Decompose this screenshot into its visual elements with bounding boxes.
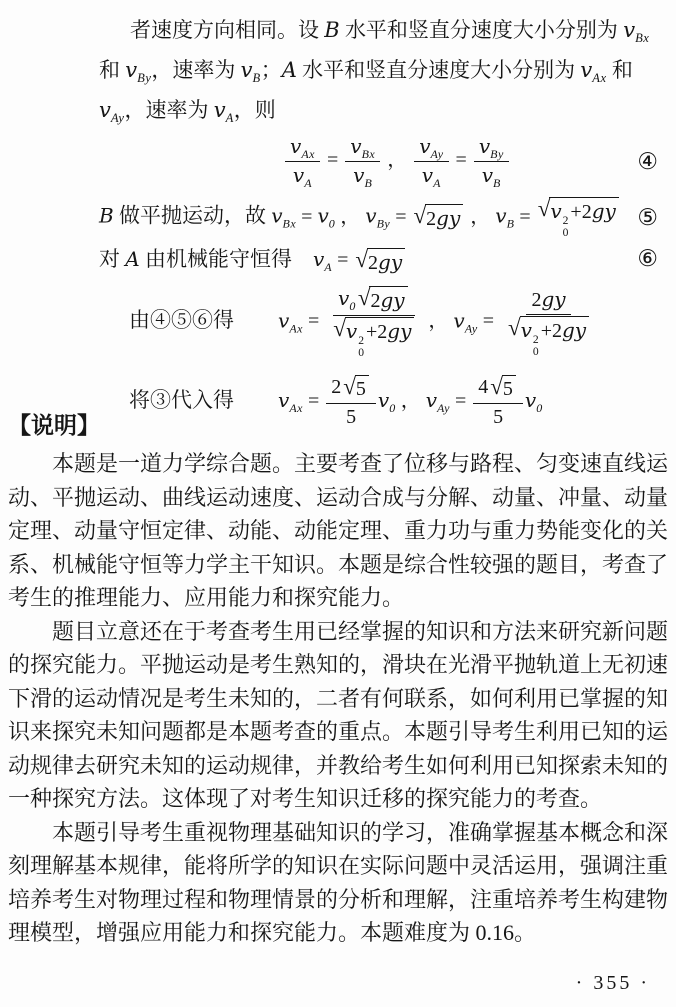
equals-sign: =: [519, 205, 531, 228]
text-run: 和: [606, 58, 633, 82]
equals-sign: =: [301, 205, 313, 228]
math-var-v: v: [99, 98, 111, 122]
explanation-paragraph-3: 本题引导考生重视物理基础知识的学习，准确掌握基本概念和深刻理解基本规律，能将所学的知识在实际问题中灵活运用，强调注重培养考生对物理过程和物理情景的分析和理解，注重培养考生构建物理模型，增强应用能力和探究能力。本题难度为 0.16。: [8, 819, 669, 945]
square-root: [358, 286, 408, 314]
math-num: 2: [551, 319, 562, 342]
subscript-Ay: Ay: [430, 147, 444, 161]
numerator: [333, 286, 415, 316]
square-root: [355, 248, 405, 276]
math-var-v: v: [478, 134, 491, 158]
fraction: [414, 134, 448, 189]
subscript-By: By: [490, 147, 504, 161]
math-var-B: B: [99, 203, 114, 228]
fraction: [345, 134, 380, 189]
math-var-v: v: [312, 247, 325, 272]
comma: ，: [470, 205, 491, 228]
comma: ，: [340, 205, 361, 228]
sqrt-sign: √: [343, 374, 356, 400]
math-var-A: A: [125, 247, 140, 272]
superscript-2: 2: [532, 332, 539, 346]
denominator: [501, 315, 596, 358]
math-var-v: v: [524, 388, 537, 413]
math-var-v: v: [520, 317, 532, 342]
subscript-A: A: [304, 176, 313, 190]
numerator: [473, 375, 523, 404]
sqrt-sign: √: [490, 374, 503, 400]
text-run: 做平抛运动，故: [113, 203, 272, 228]
radicand: [369, 286, 407, 314]
math-var-v: v: [453, 307, 465, 332]
sqrt-sign: √: [507, 314, 521, 340]
subscript-0: 0: [389, 401, 396, 416]
subscript-Ax: Ax: [289, 320, 303, 335]
math-var-A: A: [281, 58, 297, 82]
equation-from-456: [0, 284, 676, 362]
math-num: 2: [531, 288, 542, 311]
subscript-A: A: [324, 260, 333, 275]
plus-sign: +: [540, 319, 552, 342]
square-root: [343, 375, 369, 402]
sqrt-sign: √: [357, 284, 371, 310]
math-var-gy: gy: [591, 199, 616, 223]
math-var-v: v: [292, 163, 305, 187]
subscript-B: B: [493, 176, 501, 190]
math-num: 4: [478, 376, 489, 399]
text-run: ，速率为: [151, 58, 241, 82]
radicand: 5: [355, 375, 369, 402]
radicand: [367, 248, 405, 276]
subscript-Bx: Bx: [361, 147, 376, 161]
math-var-v: v: [350, 134, 362, 158]
denominator: [477, 162, 506, 189]
equation-6: [0, 243, 676, 275]
math-num: 2: [370, 289, 381, 312]
math-var-v: v: [623, 18, 636, 42]
equals-sign: =: [307, 390, 320, 413]
numerator: [526, 287, 570, 315]
equals-sign: =: [455, 390, 467, 413]
math-num: 2: [331, 376, 342, 399]
text-run: ，则: [233, 98, 276, 122]
subscript-0: 0: [562, 225, 569, 239]
equals-sign: =: [482, 309, 494, 332]
equals-sign: =: [307, 309, 320, 332]
math-var-gy: gy: [541, 286, 566, 311]
solution-section: [0, 10, 676, 432]
math-var-v: v: [481, 163, 494, 187]
math-num: 2: [426, 208, 437, 231]
text-run: ；: [260, 58, 282, 82]
math-var-v: v: [419, 134, 431, 158]
explanation-paragraph-1: 本题是一道力学综合题。主要考查了位移与路程、匀变速直线运动、平抛运动、曲线运动速度、运动合成与分解、动量、冲量、动量定理、动量守恒定律、动能、动能定理、重力功与重力势能变化的关系、机械能守恒等力学主干知识。本题是综合性较强的题目，考查了考生的推理能力、应用能力和探究能力。: [8, 451, 669, 610]
math-var-gy: gy: [380, 287, 405, 312]
subscript-B: B: [364, 176, 373, 190]
math-var-v: v: [495, 203, 507, 228]
fraction: [474, 134, 509, 189]
numerator: [414, 134, 448, 162]
text-run: 和: [99, 58, 126, 82]
math-var-v: v: [338, 285, 350, 310]
equation-tag-5: ⑤: [637, 205, 658, 231]
equals-sign: =: [337, 249, 349, 272]
plus-sign: +: [570, 201, 582, 223]
subscript-Ax: Ax: [301, 147, 315, 161]
math-num: 2: [368, 251, 379, 274]
text-run: 水平和竖直分速度大小分别为: [296, 58, 581, 82]
denominator: 5: [493, 406, 504, 429]
equation-5: [0, 197, 676, 239]
square-root: [538, 197, 619, 239]
math-var-v: v: [550, 199, 562, 223]
subscript-0: 0: [358, 345, 364, 359]
equation-tag-4: ④: [637, 148, 658, 174]
subscript-0: 0: [328, 216, 336, 231]
denominator: 5: [346, 406, 357, 429]
subscript-Ay: Ay: [437, 401, 450, 416]
fraction: [501, 287, 596, 358]
solution-line-3: [0, 90, 676, 130]
page-number: · 355 ·: [575, 972, 650, 994]
math-var-v: v: [278, 388, 290, 413]
math-num: 2: [581, 201, 592, 223]
math-var-v: v: [271, 203, 283, 228]
math-var-v: v: [125, 58, 138, 82]
sqrt-sign: √: [413, 203, 427, 229]
denominator: [348, 162, 377, 189]
subscript-0: 0: [532, 344, 539, 358]
math-var-v: v: [580, 58, 593, 82]
math-var-gy: gy: [436, 206, 461, 231]
subscript-Ax: Ax: [289, 401, 303, 416]
radicand: [520, 316, 590, 358]
text-run: 水平和竖直分速度大小分别为: [339, 18, 624, 42]
subscript-B: B: [252, 71, 261, 86]
text-run: 对: [99, 247, 126, 272]
subscript-By: By: [137, 71, 152, 86]
square-root: [333, 317, 414, 359]
math-var-gy: gy: [387, 318, 412, 343]
subscript-Ay: Ay: [110, 111, 125, 126]
sqrt-sign: √: [355, 246, 369, 272]
denominator: [326, 316, 421, 359]
subscript-A: A: [433, 176, 441, 190]
math-var-v: v: [213, 98, 226, 122]
subscript-Ax: Ax: [592, 71, 607, 86]
math-var-v: v: [377, 388, 390, 413]
sqrt-sign: √: [537, 196, 551, 221]
denominator: [417, 162, 446, 189]
comma: ，: [428, 309, 449, 332]
math-var-v: v: [240, 58, 253, 82]
subscript-B: B: [506, 216, 515, 231]
superscript-2: 2: [358, 333, 364, 347]
subscript-0: 0: [536, 401, 543, 416]
equals-sign: =: [395, 205, 407, 228]
equals-sign: =: [326, 149, 339, 172]
math-var-v: v: [421, 163, 434, 187]
math-num: 2: [377, 320, 388, 343]
subscript-Ay: Ay: [464, 320, 478, 335]
math-var-v: v: [365, 203, 377, 228]
equation-label: 将③代入得: [129, 388, 234, 413]
denominator: [288, 162, 317, 189]
solution-line-2: [0, 50, 676, 90]
equation-4: [0, 132, 676, 191]
numerator: [474, 134, 509, 162]
radicand: [345, 317, 415, 359]
numerator: [345, 134, 380, 162]
math-var-v: v: [290, 134, 302, 158]
text-run: 者速度方向相同。设: [130, 18, 325, 42]
text-run: 由机械能守恒得: [139, 247, 313, 272]
equals-sign: =: [455, 149, 467, 172]
explanation-paragraph-2: 题目立意还在于考查考生用已经掌握的知识和方法来研究新问题的探究能力。平抛运动是考生熟知的，滑块在光滑平抛轨道上无初速下滑的运动情况是考生未知的，二者有何联系，如何利用已掌握的知识来探究未知问题都是本题考查的重点。本题引导考生利用已知的运动规律去研究未知的运动规律，并教给考生如何利用已知探索未知的一种探究方法。这体现了对考生知识迁移的探究能力的考查。: [8, 618, 669, 811]
numerator: [326, 375, 376, 404]
subscript-A: A: [225, 111, 234, 126]
subscript-0: 0: [349, 298, 356, 313]
radicand: [549, 197, 619, 239]
subscript-Bx: Bx: [635, 31, 650, 46]
explanation-section: [8, 408, 668, 950]
stacked-sub-sup: [358, 335, 364, 359]
square-root: [414, 204, 464, 232]
stacked-sub-sup: [533, 334, 539, 358]
math-var-v: v: [317, 203, 329, 228]
math-var-v: v: [425, 388, 437, 413]
fraction: [285, 134, 320, 189]
superscript-2: 2: [562, 213, 569, 227]
radicand: [425, 204, 463, 232]
comma: ，: [400, 390, 421, 413]
plus-sign: +: [365, 320, 378, 343]
square-root: [508, 316, 589, 358]
subscript-By: By: [376, 216, 391, 231]
math-var-B: B: [324, 18, 340, 42]
stacked-sub-sup: [563, 215, 569, 239]
math-var-v: v: [278, 307, 290, 332]
square-root: [490, 375, 516, 402]
text-run: ，速率为: [124, 98, 214, 122]
equation-label: 由④⑤⑥得: [129, 307, 234, 332]
comma: ，: [387, 149, 408, 172]
subscript-Bx: Bx: [282, 216, 297, 231]
sqrt-sign: √: [333, 315, 346, 341]
math-var-gy: gy: [561, 317, 587, 342]
numerator: [285, 134, 320, 162]
math-var-v: v: [345, 318, 358, 343]
radicand: 5: [502, 375, 516, 402]
fraction: [326, 286, 421, 360]
explanation-title: 【说明】: [8, 412, 100, 438]
equation-tag-6: ⑥: [637, 246, 658, 272]
math-var-v: v: [353, 163, 365, 187]
solution-line-1: [0, 10, 676, 50]
math-var-gy: gy: [378, 249, 403, 274]
